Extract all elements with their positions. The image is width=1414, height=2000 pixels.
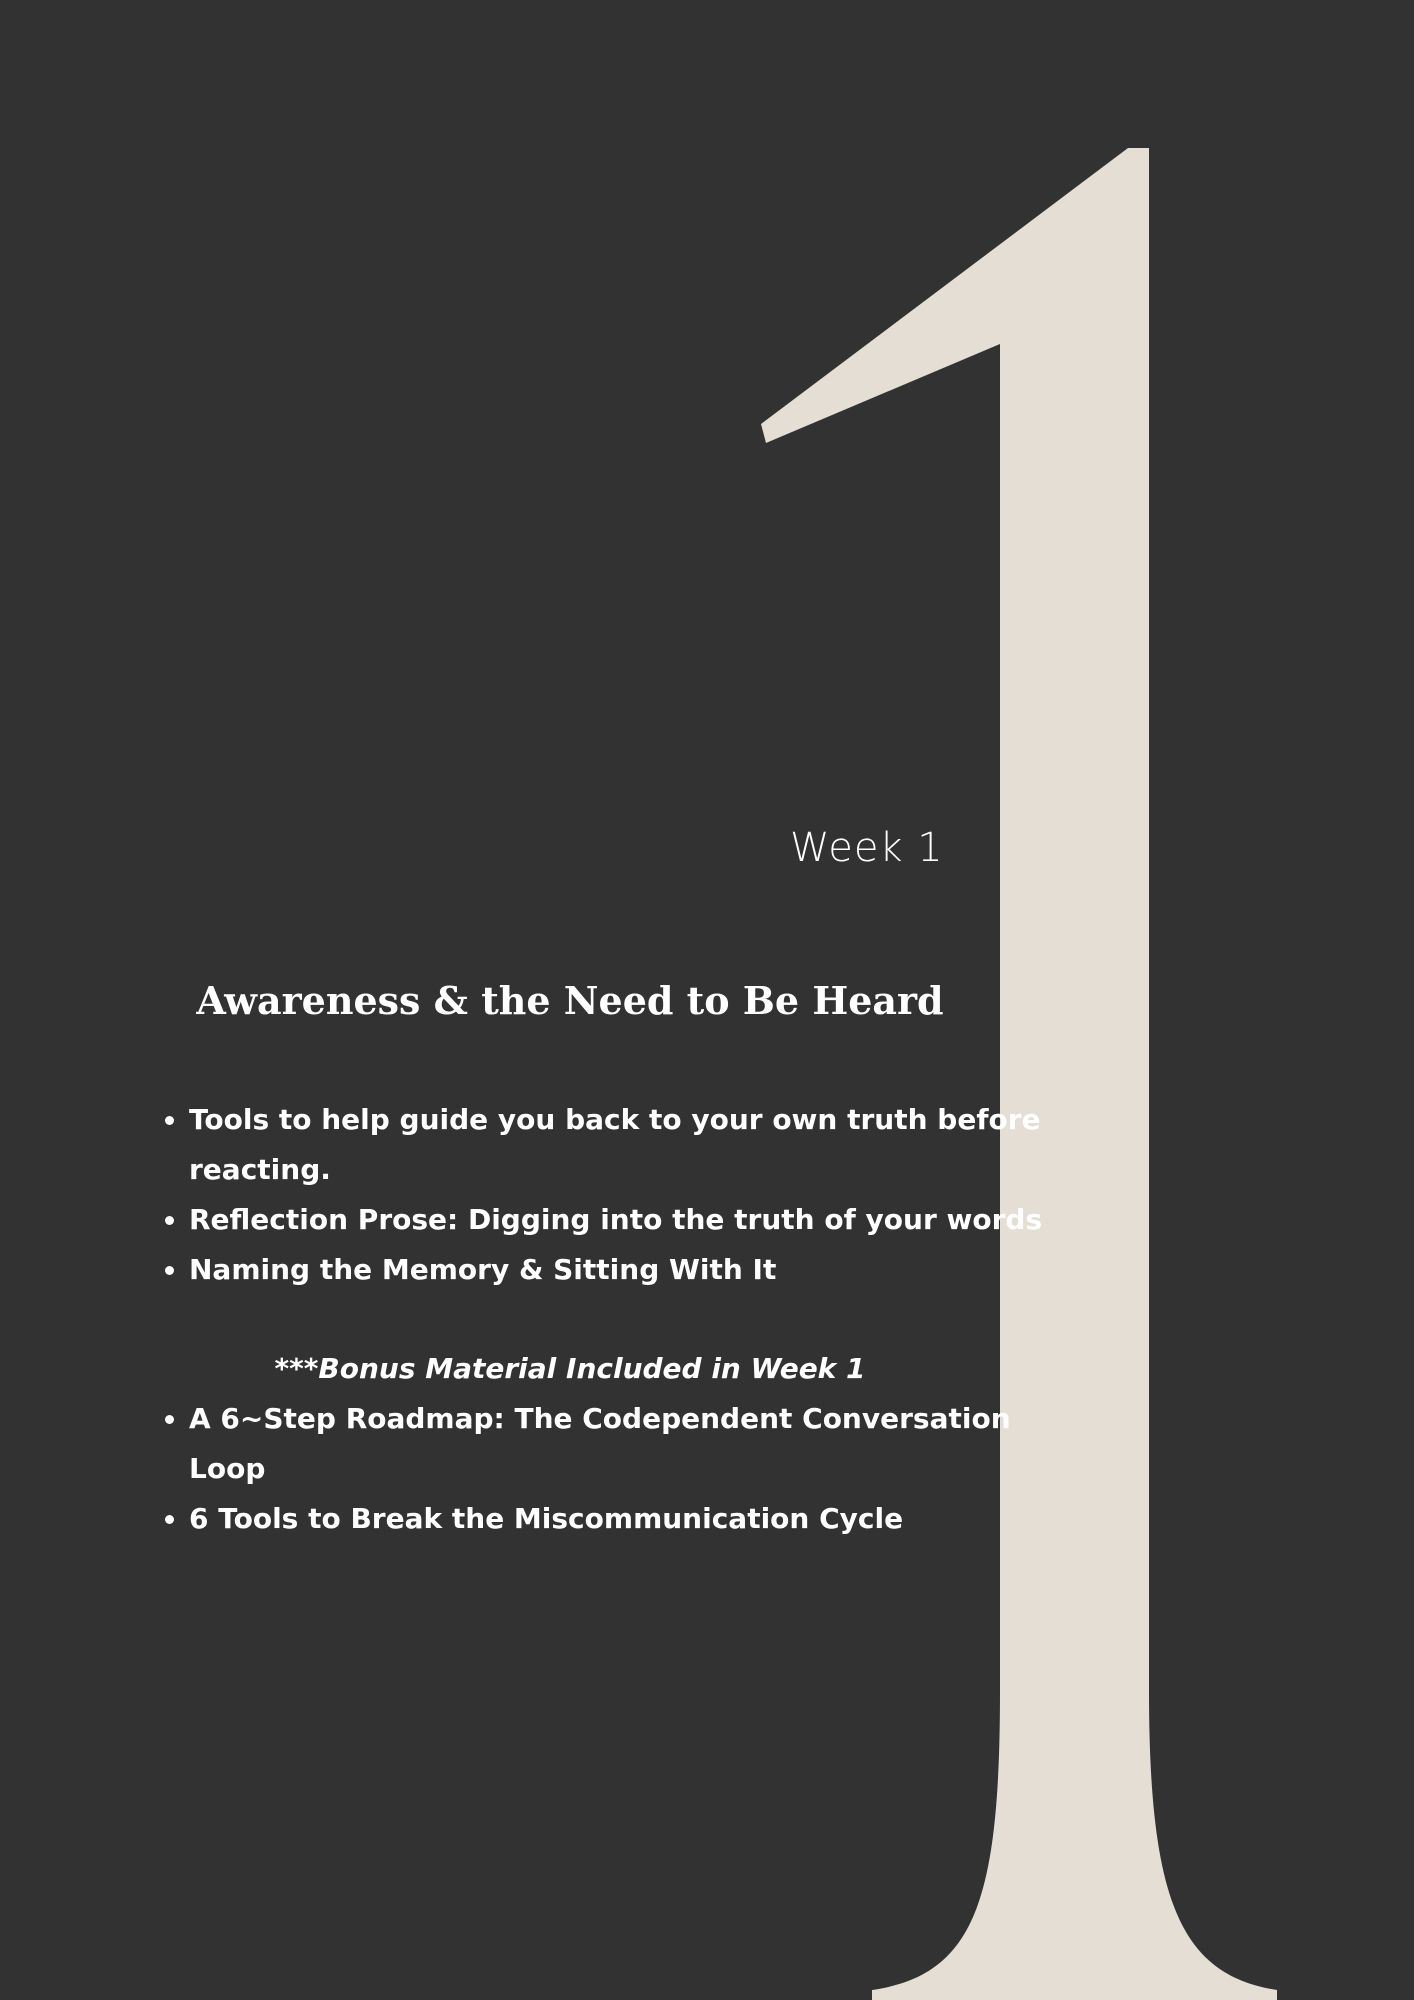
- week-label: Week 1: [790, 825, 944, 871]
- list-item: • Tools to help guide you back to your own truth before reacting.: [189, 1095, 1069, 1195]
- list-item: • A 6~Step Roadmap: The Codependent Conversation Loop: [189, 1394, 1069, 1494]
- list-item: • Reflection Prose: Digging into the truth of your words: [189, 1195, 1069, 1245]
- numeral-one-shape: [761, 148, 1277, 2000]
- list-item: • Naming the Memory & Sitting With It: [189, 1245, 1069, 1295]
- page-title: Awareness & the Need to Be Heard: [196, 978, 944, 1023]
- list-item: • 6 Tools to Break the Miscommunication Cycle: [189, 1494, 1069, 1544]
- main-points-list: [155, 1095, 1069, 1295]
- bonus-heading: ***Bonus Material Included in Week 1: [274, 1352, 866, 1385]
- bonus-list: [155, 1394, 1069, 1544]
